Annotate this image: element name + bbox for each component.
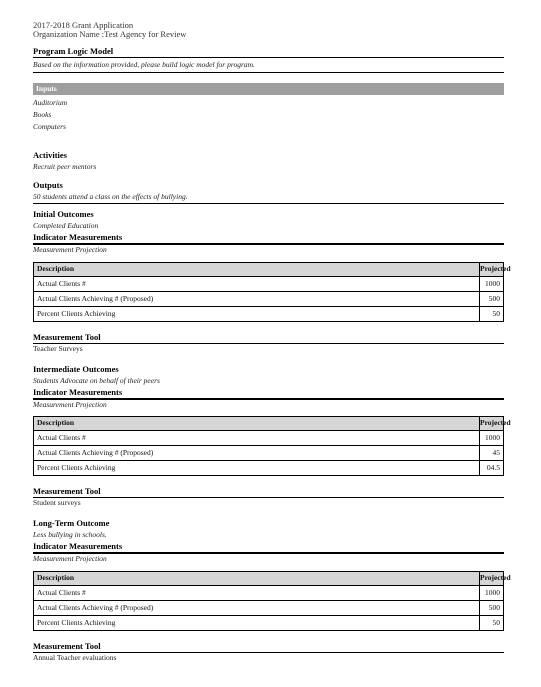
activities-text: Recruit peer mentors	[33, 162, 97, 171]
row-description: Percent Clients Achieving	[34, 461, 480, 475]
col-description: Description	[34, 263, 480, 276]
intermediate-outcomes-heading: Intermediate Outcomes	[33, 364, 119, 374]
row-value: 1000	[485, 588, 500, 597]
inputs-heading: Inputs	[33, 83, 504, 95]
col-projected: Projected	[480, 418, 511, 427]
table-row	[34, 430, 503, 445]
measurement-table	[33, 262, 511, 322]
projection-label: Measurement Projection	[33, 400, 107, 409]
table-row	[34, 615, 503, 630]
row-description: Actual Clients Achieving # (Proposed)	[34, 601, 480, 615]
col-projected: Projected	[480, 573, 511, 582]
application-title: 2017-2018 Grant Application	[33, 20, 134, 30]
row-value: 45	[492, 448, 500, 457]
intermediate-outcomes-text: Students Advocate on behalf of their peers	[33, 376, 160, 385]
row-value: 500	[488, 294, 500, 303]
measurement-table	[33, 416, 511, 476]
input-item: Books	[33, 110, 52, 119]
col-description: Description	[34, 417, 480, 430]
table-row	[34, 460, 503, 475]
row-description: Actual Clients Achieving # (Proposed)	[34, 292, 480, 306]
activities-heading: Activities	[33, 150, 67, 160]
row-description: Actual Clients #	[34, 431, 480, 445]
row-description: Percent Clients Achieving	[34, 307, 480, 321]
initial-outcomes-text: Completed Education	[33, 221, 99, 230]
projection-label: Measurement Projection	[33, 554, 107, 563]
measurement-table	[33, 571, 511, 631]
row-value: 04.5	[486, 463, 500, 472]
divider	[33, 497, 504, 498]
row-value: 50	[492, 309, 500, 318]
outputs-text: 50 students attend a class on the effects of bullying.	[33, 192, 188, 201]
measurement-tool-text: Student surveys	[33, 498, 81, 507]
table-row	[34, 445, 503, 460]
table-row	[34, 585, 503, 600]
table-row	[34, 306, 503, 321]
input-item: Computers	[33, 122, 66, 131]
divider	[33, 203, 504, 204]
indicator-heading: Indicator Measurements	[33, 232, 123, 242]
long-term-outcome-text: Less bullying in schools.	[33, 530, 107, 539]
table-header-row	[34, 263, 511, 276]
measurement-tool-heading: Measurement Tool	[33, 641, 101, 651]
divider	[33, 57, 504, 58]
divider	[33, 343, 504, 344]
row-description: Percent Clients Achieving	[34, 616, 480, 630]
divider	[33, 72, 504, 73]
col-description: Description	[34, 572, 480, 585]
row-value: 1000	[485, 433, 500, 442]
row-value: 500	[488, 603, 500, 612]
measurement-tool-heading: Measurement Tool	[33, 486, 101, 496]
input-item: Auditorium	[33, 98, 68, 107]
table-row	[34, 291, 503, 306]
table-row	[34, 600, 503, 615]
measurement-tool-heading: Measurement Tool	[33, 332, 101, 342]
row-value: 50	[492, 618, 500, 627]
initial-outcomes-heading: Initial Outcomes	[33, 209, 94, 219]
measurement-tool-text: Teacher Surveys	[33, 344, 83, 353]
table-header-row	[34, 417, 511, 430]
row-description: Actual Clients #	[34, 277, 480, 291]
col-projected: Projected	[480, 264, 511, 273]
long-term-outcome-heading: Long-Term Outcome	[33, 518, 110, 528]
table-header-row	[34, 572, 511, 585]
table-row	[34, 276, 503, 291]
program-subtitle: Based on the information provided, please build logic model for program.	[33, 60, 255, 69]
outputs-heading: Outputs	[33, 180, 63, 190]
row-description: Actual Clients Achieving # (Proposed)	[34, 446, 480, 460]
program-title: Program Logic Model	[33, 46, 114, 56]
row-description: Actual Clients #	[34, 586, 480, 600]
indicator-heading: Indicator Measurements	[33, 387, 123, 397]
projection-label: Measurement Projection	[33, 245, 107, 254]
row-value: 1000	[485, 279, 500, 288]
indicator-heading: Indicator Measurements	[33, 541, 123, 551]
organization-name: Organization Name :Test Agency for Review	[33, 29, 187, 39]
measurement-tool-text: Annual Teacher evaluations	[33, 653, 117, 662]
